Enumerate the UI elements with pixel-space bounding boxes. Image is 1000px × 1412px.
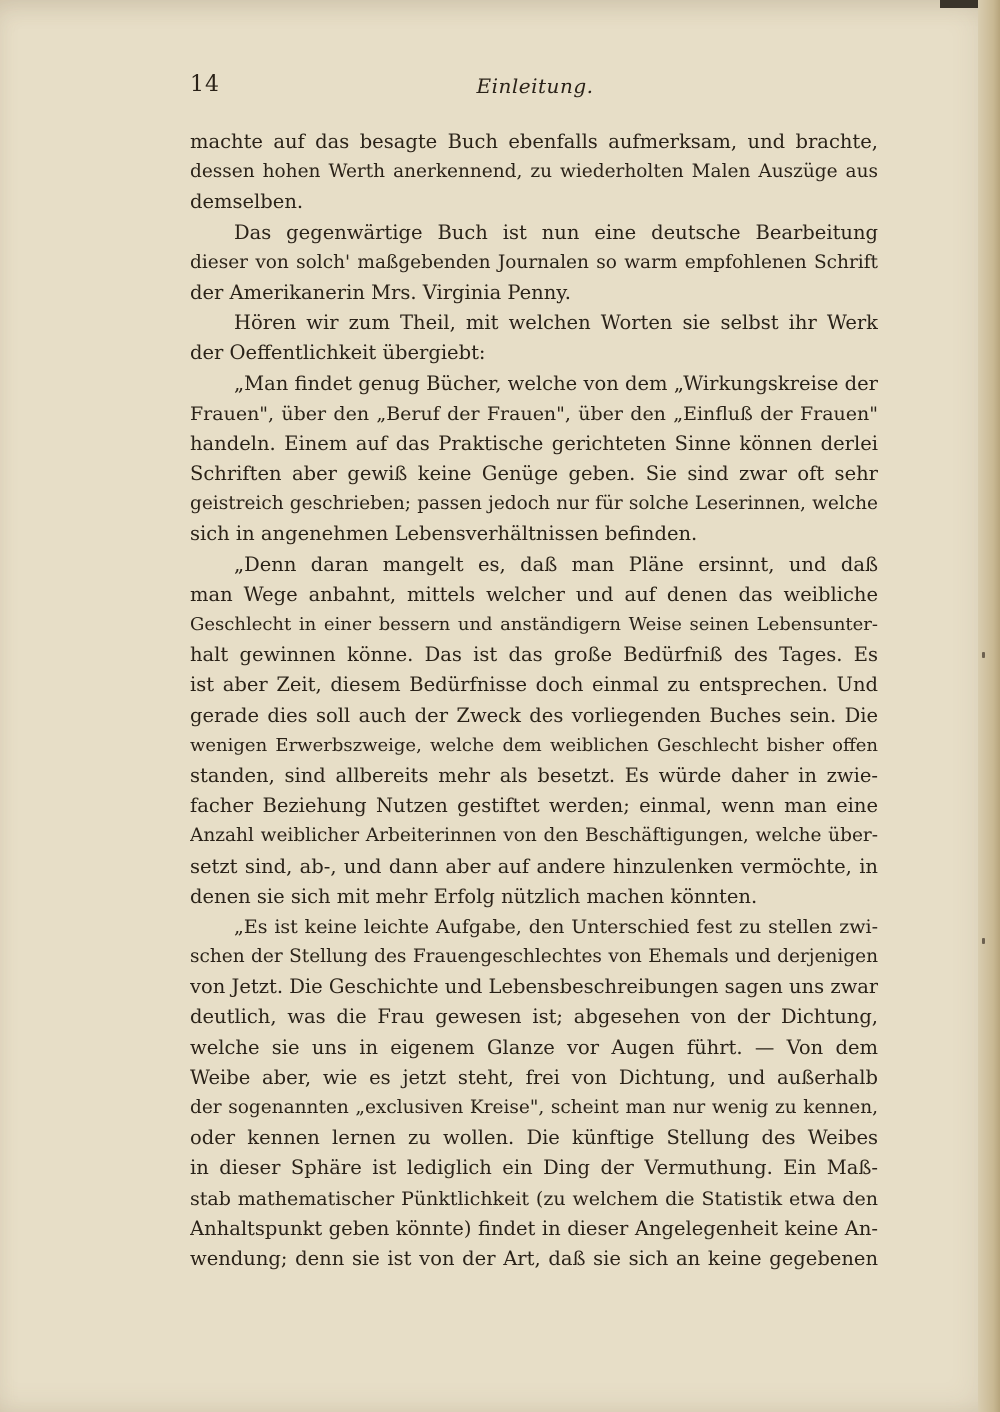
text-line: Anhaltspunkt geben könnte) findet in dieser Angelegenheit keine An- (190, 1216, 878, 1240)
text-line: machte auf das besagte Buch ebenfalls aufmerksam, und brachte, (190, 130, 878, 153)
text-line: in dieser Sphäre ist lediglich ein Ding der Vermuthung. Ein Maß- (190, 1156, 878, 1180)
margin-speck (982, 652, 985, 658)
text-line: gerade dies soll auch der Zweck des vorliegenden Buches sein. Die (190, 703, 878, 727)
text-line: Das gegenwärtige Buch ist nun eine deutsche Bearbeitung (234, 220, 878, 244)
text-line: schen der Stellung des Frauengeschlechtes von Ehemals und derjenigen (190, 946, 878, 968)
text-line: von Jetzt. Die Geschichte und Lebensbeschreibungen sagen uns zwar (190, 975, 878, 999)
text-line: deutlich, was die Frau gewesen ist; abgesehen von der Dichtung, (190, 1005, 878, 1029)
text-line: denen sie sich mit mehr Erfolg nützlich machen könnten. (190, 884, 758, 908)
body-text (190, 127, 878, 1274)
text-line: standen, sind allbereits mehr als besetzt. Es würde daher in zwie- (190, 763, 878, 787)
text-line: dieser von solch' maßgebenden Journalen so warm empfohlenen Schrift (190, 251, 878, 273)
page-number: 14 (190, 72, 220, 97)
text-line: der sogenannten „exclusiven Kreise", scheint man nur wenig zu kennen, (190, 1097, 878, 1118)
text-line: Hören wir zum Theil, mit welchen Worten sie selbst ihr Werk (234, 311, 878, 335)
text-line: wendung; denn sie ist von der Art, daß sie sich an keine gegebenen (190, 1246, 878, 1270)
text-line: stab mathematischer Pünktlichkeit (zu welchem die Statistik etwa den (190, 1187, 878, 1210)
text-line: facher Beziehung Nutzen gestiftet werden; einmal, wenn man eine (190, 794, 878, 818)
text-line: Weibe aber, wie es jetzt steht, frei von Dichtung, und außerhalb (190, 1065, 878, 1089)
text-line: halt gewinnen könne. Das ist das große Bedürfniß des Tages. Es (190, 643, 878, 667)
margin-speck (982, 938, 985, 944)
text-line: handeln. Einem auf das Praktische gerichteten Sinne können derlei (190, 431, 878, 455)
running-title: Einleitung. (476, 74, 594, 98)
text-line: der Amerikanerin Mrs. Virginia Penny. (190, 280, 571, 304)
text-line: dessen hohen Werth anerkennend, zu wiederholten Malen Auszüge aus (190, 161, 878, 183)
text-line: welche sie uns in eigenem Glanze vor Augen führt. — Von dem (190, 1035, 878, 1059)
text-line: Frauen", über den „Beruf der Frauen", über den „Einfluß der Frauen" (190, 402, 878, 425)
text-line: geistreich geschrieben; passen jedoch nur für solche Leserinnen, welche (190, 493, 878, 515)
text-line: oder kennen lernen zu wollen. Die künftige Stellung des Weibes (190, 1126, 878, 1150)
text-line: sich in angenehmen Lebensverhältnissen befinden. (190, 522, 698, 546)
text-line: Geschlecht in einer bessern und anständigern Weise seinen Lebensunter- (190, 614, 878, 635)
text-line: wenigen Erwerbszweige, welche dem weiblichen Geschlecht bisher offen (190, 734, 878, 756)
text-line: Anzahl weiblicher Arbeiterinnen von den Beschäftigungen, welche über- (190, 825, 878, 847)
text-line: demselben. (190, 190, 304, 214)
page-header (190, 72, 880, 106)
text-line: „Es ist keine leichte Aufgabe, den Unterschied fest zu stellen zwi- (234, 915, 878, 938)
page-right-edge (978, 0, 1000, 1412)
text-line: ist aber Zeit, diesem Bedürfnisse doch einmal zu entsprechen. Und (190, 673, 878, 697)
text-line: „Man findet genug Bücher, welche von dem „Wirkungskreise der (234, 371, 878, 395)
text-line: „Denn daran mangelt es, daß man Pläne ersinnt, und daß (234, 552, 878, 576)
text-line: Schriften aber gewiß keine Genüge geben. Sie sind zwar oft sehr (190, 462, 878, 486)
text-line: der Oeffentlichkeit übergiebt: (190, 341, 486, 365)
text-line: man Wege anbahnt, mittels welcher und auf denen das weibliche (190, 582, 878, 606)
text-line: setzt sind, ab-, und dann aber auf andere hinzulenken vermöchte, in (190, 854, 878, 878)
